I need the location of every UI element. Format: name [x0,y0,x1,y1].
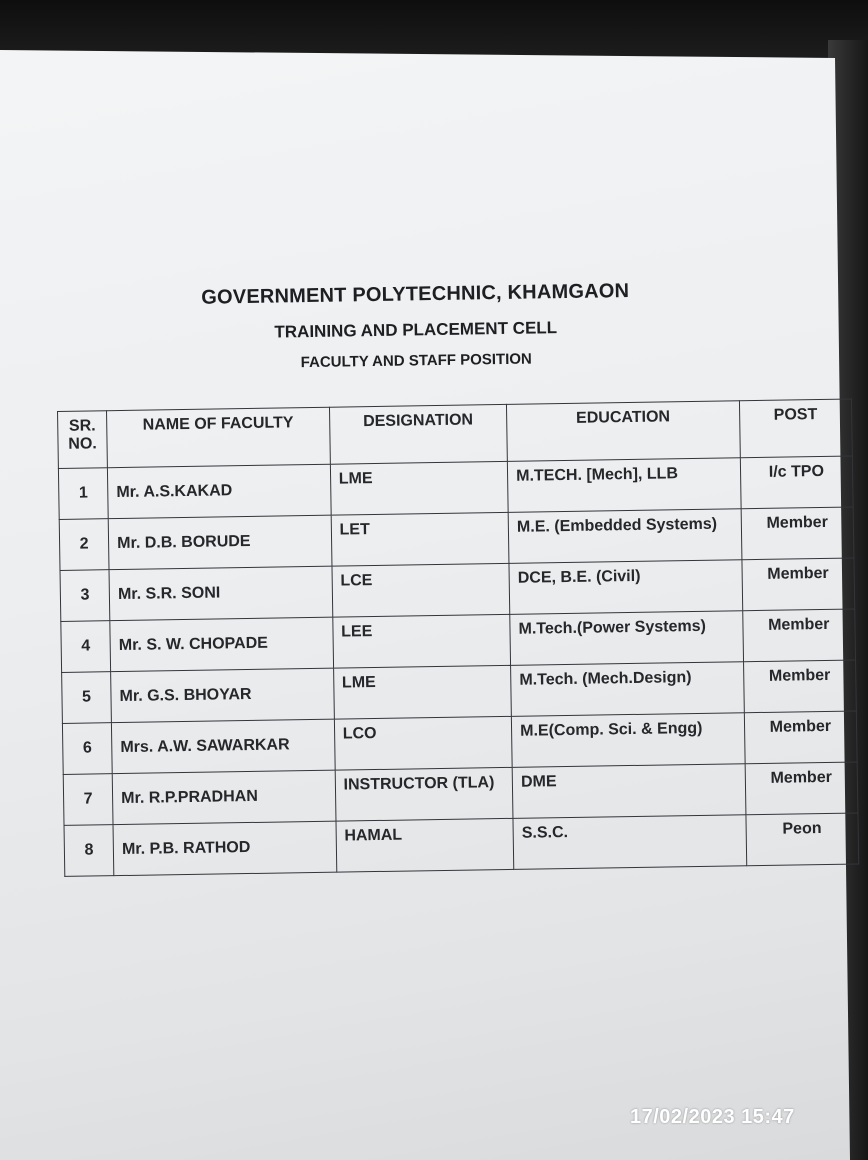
cell-education: DCE, B.E. (Civil) [509,560,742,615]
cell-designation: LCO [334,716,512,770]
header-sr: SR. NO. [58,411,108,469]
cell-name: Mr. S. W. CHOPADE [110,617,333,671]
cell-post: Member [745,762,858,815]
cell-name: Mr. S.R. SONI [109,566,332,620]
cell-education: M.Tech.(Power Systems) [510,611,743,666]
cell-sr: 6 [62,723,112,775]
document-heading [55,278,776,375]
cell-name: Mr. P.B. RATHOD [113,821,336,875]
cell-post: Peon [746,813,859,866]
header-post: POST [739,399,852,458]
cell-post: Member [742,558,855,611]
cell-post: Member [741,507,854,560]
cell-sr: 4 [61,621,111,673]
cell-post: Member [742,609,855,662]
cell-education: M.TECH. [Mech], LLB [507,458,740,513]
cell-education: M.E(Comp. Sci. & Engg) [511,713,744,768]
cell-title: TRAINING AND PLACEMENT CELL [274,318,558,342]
header-name: NAME OF FACULTY [107,407,330,467]
document-subtitle: FACULTY AND STAFF POSITION [300,350,532,372]
cell-designation: LME [333,665,511,719]
cell-education: S.S.C. [513,815,746,870]
cell-designation: HAMAL [336,818,514,872]
cell-education: M.Tech. (Mech.Design) [511,662,744,717]
cell-education: M.E. (Embedded Systems) [508,509,741,564]
cell-sr: 3 [60,570,110,622]
cell-post: Member [744,711,857,764]
cell-education: DME [512,764,745,819]
header-education: EDUCATION [507,401,740,462]
cell-name: Mr. R.P.PRADHAN [112,770,335,824]
cell-name: Mr. A.S.KAKAD [108,464,331,518]
cell-designation: INSTRUCTOR (TLA) [335,767,513,821]
photo-timestamp: 17/02/2023 15:47 [630,1106,795,1128]
cell-sr: 5 [62,672,112,724]
cell-sr: 2 [59,519,109,571]
cell-designation: LET [331,512,509,566]
header-designation: DESIGNATION [329,404,507,464]
cell-sr: 1 [58,468,108,520]
cell-designation: LME [330,461,508,515]
institution-title: GOVERNMENT POLYTECHNIC, KHAMGAON [201,279,630,309]
cell-name: Mr. D.B. BORUDE [108,515,331,569]
cell-sr: 7 [63,774,113,826]
cell-designation: LCE [332,563,510,617]
cell-designation: LEE [332,614,510,668]
document-content [55,270,864,876]
cell-name: Mrs. A.W. SAWARKAR [112,719,335,773]
cell-post: I/c TPO [740,456,853,509]
cell-name: Mr. G.S. BHOYAR [111,668,334,722]
cell-post: Member [743,660,856,713]
cell-sr: 8 [64,825,114,877]
staff-table [57,398,859,876]
